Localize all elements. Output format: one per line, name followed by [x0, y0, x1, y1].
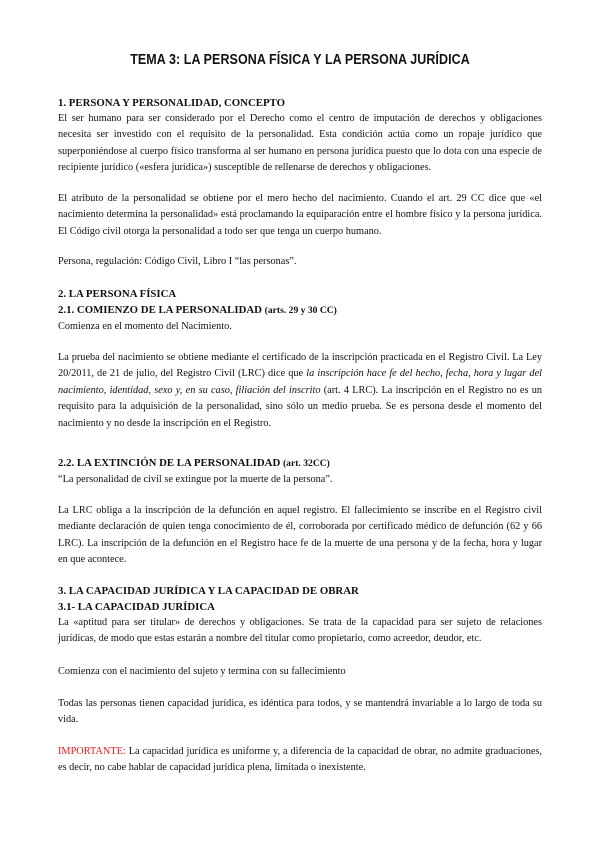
section-3-heading: 3. LA CAPACIDAD JURÍDICA Y LA CAPACIDAD DE OBRAR	[58, 585, 359, 597]
subsection-3-1-paragraph-3: Todas las personas tienen capacidad jurídica, es idéntica para todos, y se mantendrá invariable a lo largo de toda su vida.	[58, 698, 542, 726]
section-1-paragraph-2: El atributo de la personalidad se obtiene por el mero hecho del nacimiento. Cuando el art. 29 CC dice que «el nacimiento determina la personalidad» está proclamando la equiparación entre el hombre físico y la persona jurídica. El Código civil otorga la personalidad a todo ser que tenga un cuerpo humano.	[58, 193, 542, 237]
subsection-3-1-paragraph-1: La «aptitud para ser titular» de derechos y obligaciones. Se trata de la capacidad para ser sujeto de relaciones jurídicas, de modo que estas estarán a nombre del titular como propietario, como acreedor, deudor, etc.	[58, 617, 542, 645]
section-2-heading: 2. LA PERSONA FÍSICA	[58, 288, 177, 300]
paragraph-text-a: La prueba del nacimiento se obtiene mediante el certificado de la inscripción practicada en el Registro Civil. La Ley 20/2011, de 21 de julio, del Registro Civil (LRC) dice que	[58, 352, 542, 380]
section-1-paragraph-3: Persona, regulación: Código Civil, Libro I “las personas”.	[58, 256, 297, 267]
subsection-2-1-paragraph-2	[58, 350, 542, 432]
important-label: IMPORTANTE:	[58, 746, 126, 757]
important-note	[58, 744, 542, 777]
subsection-2-2	[58, 455, 542, 488]
paragraph-text-b: (art. 4 LRC). La inscripción en el Registro no es un requisito para la adquisición de la personalidad, sino sólo un medio prueba. Se es persona desde el momento del nacimiento y no desde la inscripción en el Registro.	[58, 384, 542, 429]
subsection-2-1-heading	[58, 302, 542, 319]
section-1	[58, 95, 542, 177]
subsection-2-2-reference: (art. 32CC)	[282, 458, 330, 469]
subsection-2-1-reference: (arts. 29 y 30 CC)	[264, 305, 337, 316]
subsection-2-2-title: 2.2. LA EXTINCIÓN DE LA PERSONALIDAD	[58, 457, 281, 469]
paragraph-italic-quote: la inscripción hace fe del hecho, fecha, hora y lugar del nacimiento, identidad, sexo y, en su caso, filiación del inscrito	[58, 368, 542, 396]
subsection-2-1-paragraph-1: Comienza en el momento del Nacimiento.	[58, 321, 232, 332]
section-1-paragraph-1: El ser humano para ser considerado por el Derecho como el centro de imputación de derechos y obligaciones necesita ser investido con el requisito de la personalidad. Esta condición actúa como un ropaje jurídico que superponiéndose al cuerpo físico transforma al ser humano en persona jurídica puesto que lo dota con una especie de recipiente jurídico («esfera jurídica») susceptible de rellenarse de derechos y obligaciones.	[58, 113, 542, 174]
section-3	[58, 583, 542, 648]
section-1-heading: 1. PERSONA Y PERSONALIDAD, CONCEPTO	[58, 97, 285, 109]
subsection-3-1-paragraph-2: Comienza con el nacimiento del sujeto y termina con su fallecimiento	[58, 666, 346, 677]
subsection-2-2-heading	[58, 455, 542, 472]
subsection-2-2-quote: “La personalidad de civil se extingue por la muerte de la persona”.	[58, 474, 333, 485]
subsection-2-1-title: 2.1. COMIENZO DE LA PERSONALIDAD	[58, 304, 262, 316]
subsection-2-2-paragraph: La LRC obliga a la inscripción de la defunción en aquel registro. El fallecimiento se inscribe en el Registro civil mediante declaración de quien tenga conocimiento de él, corroborada por certificado médico de defunción (62 y 66 LRC). La inscripción de la defunción en el Registro hace fe de la muerte de una persona y de la fecha, hora y lugar en que acontece.	[58, 505, 542, 566]
important-text: La capacidad jurídica es uniforme y, a diferencia de la capacidad de obrar, no admite graduaciones, es decir, no cabe hablar de capacidad jurídica plena, limitada o inexistente.	[58, 746, 542, 774]
subsection-3-1-heading: 3.1- LA CAPACIDAD JURÍDICA	[58, 601, 215, 613]
document-title: TEMA 3: LA PERSONA FÍSICA Y LA PERSONA JURÍDICA	[130, 52, 470, 68]
section-2	[58, 286, 542, 335]
